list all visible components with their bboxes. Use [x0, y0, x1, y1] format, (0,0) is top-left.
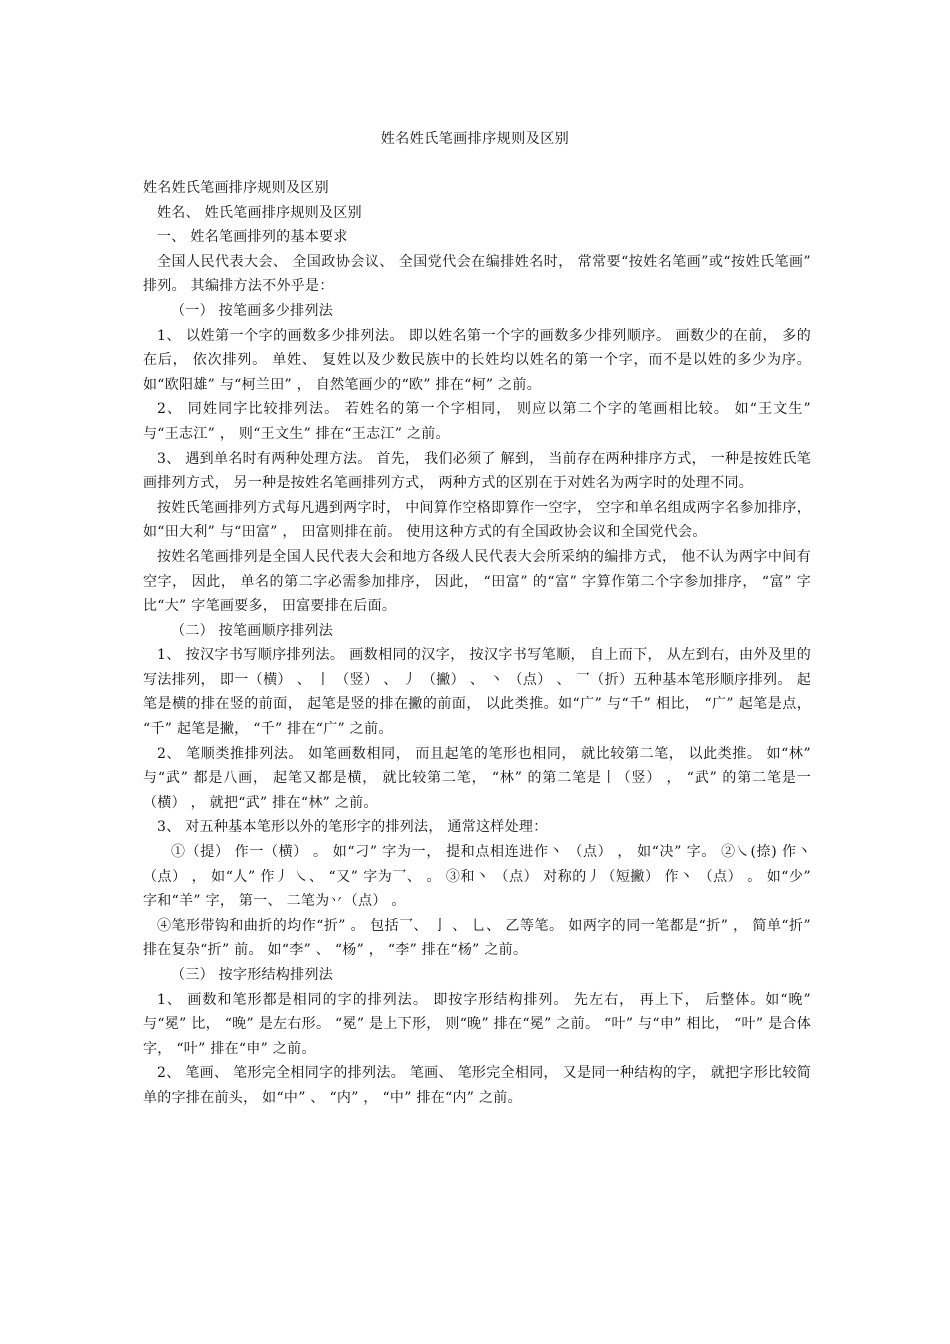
paragraph: 一、 姓名笔画排列的基本要求 [157, 229, 348, 246]
document-body [143, 176, 811, 1111]
paragraph: 全国人民代表大会、 全国政协会议、 全国党代会在编排姓名时， 常常要“按姓名笔画”或“按姓氏笔画” 排列。 其编排方法不外乎是： [143, 253, 811, 295]
paragraph: （一） 按笔画多少排列法 [171, 302, 334, 319]
paragraph: 1、 按汉字书写顺序排列法。 画数相同的汉字， 按汉字书写笔顺， 自上而下， 从左到右，由外及里的写法排列， 即一（横） 、 丨 （竖） 、 丿 （撇） 、 丶 （点） 、 乛（折）五种基本笔形顺序排列。 起笔是横的排在竖的前面， 起笔是竖的排在撇的前面， 以此类推。如“广” 与“千” 相比， “广” 起笔是点， “千” 起笔是撇， “千” 排在“广” 之前。 [143, 647, 811, 738]
paragraph: ①（提） 作一（横） 。 如“刁” 字为一， 提和点相连进作丶 （点） ， 如“决” 字。 ②㇏(捺) 作丶 （点） ， 如“人” 作丿 ㇏、 “又” 字为乛、 。 ③和丶 （点） 对称的丿（短撇） 作丶 （点） 。 如“少” 字和“羊” 字， 第一、 二笔为丷（点） 。 [143, 844, 811, 910]
paragraph: 3、 对五种基本笔形以外的笔形字的排列法， 通常这样处理： [157, 819, 548, 836]
document-title: 姓名姓氏笔画排序规则及区别 [380, 131, 570, 147]
paragraph: （二） 按笔画顺序排列法 [171, 622, 334, 639]
paragraph: ④笔形带钩和曲折的均作“折” 。 包括乛、 亅 、 乚、 乙等笔。 如两字的同一笔都是“折” ， 简单“折” 排在复杂“折” 前。 如“李” 、 “杨” ， “李” 排在“杨” 之前。 [143, 917, 811, 959]
paragraph: 按姓氏笔画排列方式每凡遇到两字时， 中间算作空格即算作一空字， 空字和单名组成两字名参加排序， 如“田大利” 与“田富” ， 田富则排在前。 使用这种方式的有全国政协会议和全国党代会。 [143, 499, 811, 541]
paragraph: 3、 遇到单名时有两种处理方法。 首先， 我们必须了 解到， 当前存在两种排序方式， 一种是按姓氏笔画排列方式， 另一种是按姓名笔画排列方式， 两种方式的区别在于对姓名为两字时的处理不同。 [143, 450, 811, 492]
paragraph: 按姓名笔画排列是全国人民代表大会和地方各级人民代表大会所采纳的编排方式， 他不认为两字中间有空字， 因此， 单名的第二字必需参加排序， 因此， “田富” 的“富” 字算作第二个字参加排序， “富” 字比“大” 字笔画要多， 田富要排在后面。 [143, 548, 811, 615]
paragraph: 1、 以姓第一个字的画数多少排列法。 即以姓名第一个字的画数多少排列顺序。 画数少的在前， 多的在后， 依次排列。 单姓、 复姓以及少数民族中的长姓均以姓名的第一个字，而不是以姓的多少为序。 如“欧阳雄” 与“柯兰田” ， 自然笔画少的“欧” 排在“柯” 之前。 [143, 327, 811, 393]
paragraph: 姓名姓氏笔画排序规则及区别 [143, 180, 329, 196]
paragraph: 2、 同姓同字比较排列法。 若姓名的第一个字相同， 则应以第二个字的笔画相比较。 如“王文生” 与“王志江” ， 则“王文生” 排在“王志江” 之前。 [143, 401, 811, 442]
paragraph: 2、 笔画、 笔形完全相同字的排列法。 笔画、 笔形完全相同， 又是同一种结构的字， 就把字形比较简单的字排在前头， 如“中” 、 “内” ， “中” 排在“内” 之前。 [143, 1065, 811, 1106]
paragraph: （三） 按字形结构排列法 [171, 967, 334, 983]
paragraph: 1、 画数和笔形都是相同的字的排列法。 即按字形结构排列。 先左右， 再上下， 后整体。如“晚” 与“冕” 比， “晚” 是左右形。 “冕” 是上下形， 则“晚” 排在“冕” 之前。 “叶” 与“申” 相比， “叶” 是合体字， “叶” 排在“申” 之前。 [143, 991, 811, 1057]
paragraph: 2、 笔顺类推排列法。 如笔画数相同， 而且起笔的笔形也相同， 就比较第二笔， 以此类推。 如“林” 与“武” 都是八画， 起笔又都是横， 就比较第二笔， “林” 的第二笔是丨（竖） ， “武” 的第二笔是一（横） ， 就把“武” 排在“林” 之前。 [143, 745, 811, 811]
paragraph: 姓名、 姓氏笔画排序规则及区别 [157, 204, 362, 221]
